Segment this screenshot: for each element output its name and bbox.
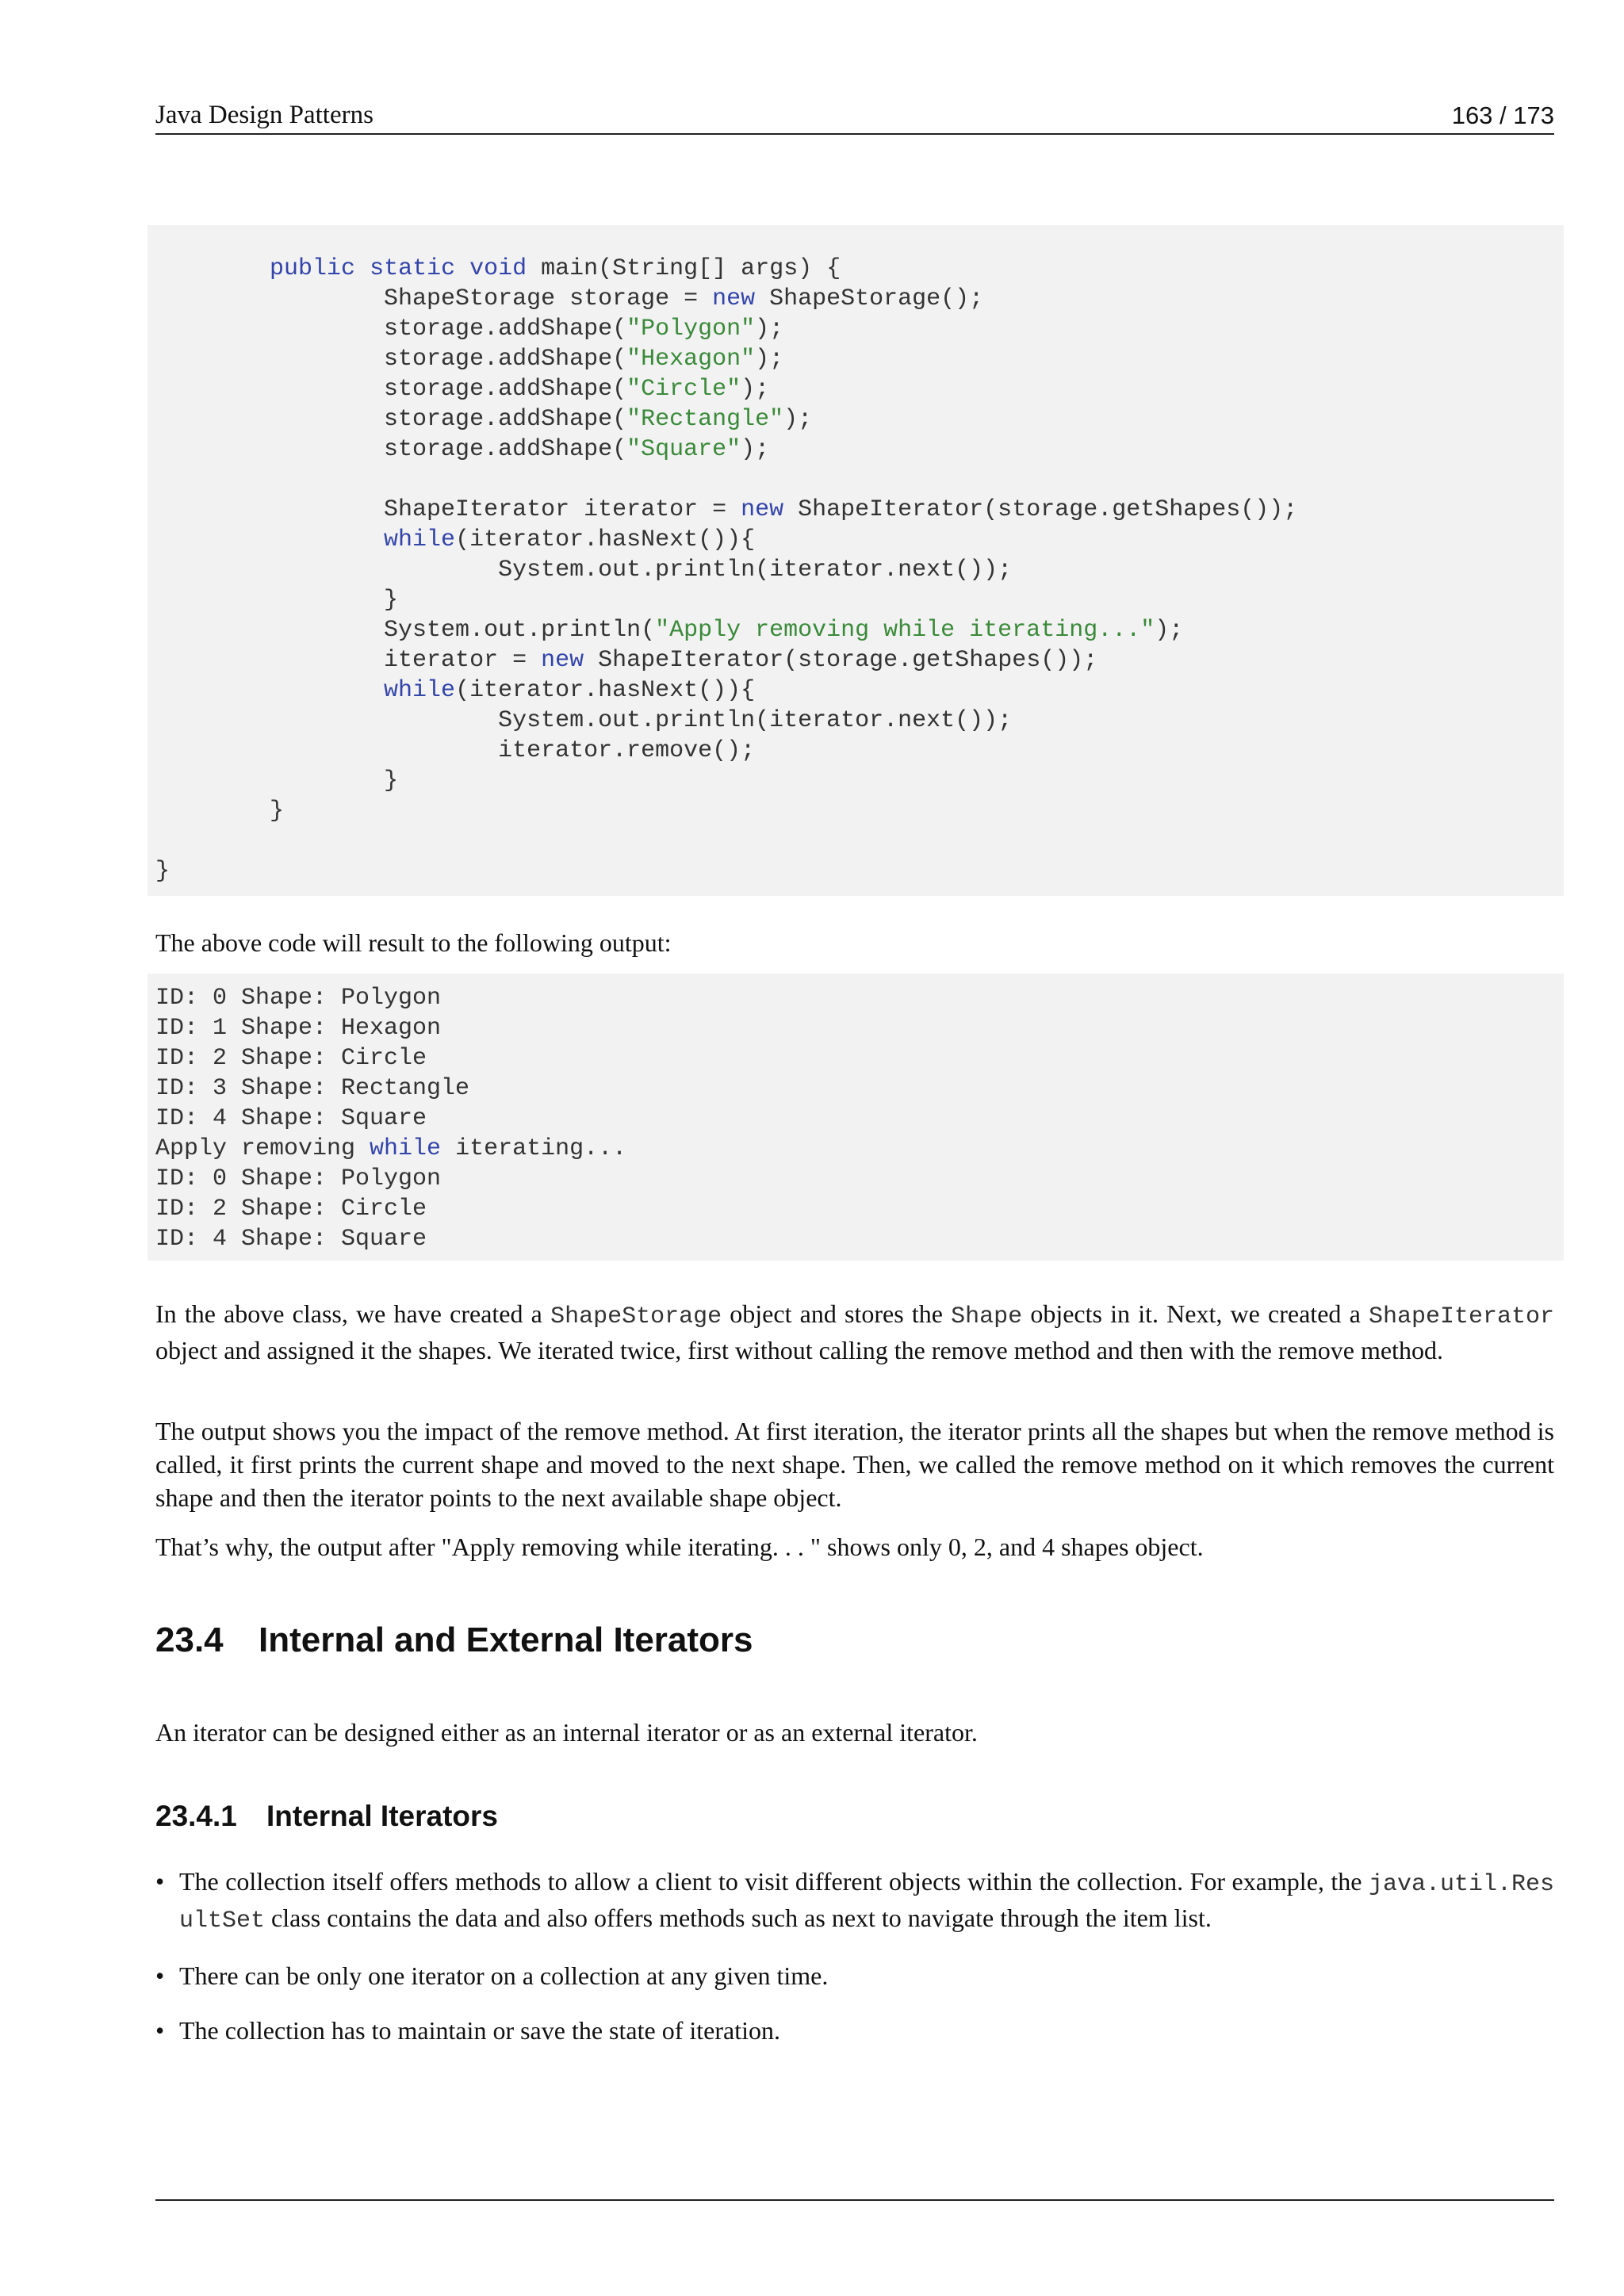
code-token: ID: 0 Shape: Polygon: [155, 985, 442, 1012]
page-header: [155, 98, 1554, 135]
code-token: ID: 0 Shape: Polygon: [155, 1165, 442, 1192]
code-keyword: new: [712, 285, 756, 312]
code-string: "Hexagon": [626, 346, 756, 373]
code-line: [155, 1105, 427, 1132]
code-main-text: [155, 254, 1564, 886]
code-token: Apply removing: [155, 1135, 370, 1162]
code-string: "Apply removing while iterating...": [655, 617, 1155, 644]
code-token: );: [783, 406, 813, 433]
code-token: System.out.println(iterator.next());: [155, 707, 1013, 734]
para1-text-c: objects in it. Next, we created a: [1022, 1299, 1369, 1328]
para1-text-d: object and assigned it the shapes. We iterated twice, first without calling the remove method and then with the remove method.: [155, 1336, 1443, 1364]
code-line: [155, 1196, 427, 1223]
code-token: );: [1155, 617, 1184, 644]
code-line: [155, 707, 1012, 734]
code-line: [155, 316, 783, 342]
code-listing-output: [147, 974, 1564, 1261]
code-line: [155, 647, 1097, 674]
code-token: );: [741, 436, 770, 463]
code-token: main(String[] args) {: [527, 255, 841, 282]
list-item: [155, 2014, 1554, 2047]
code-token: ShapeStorage();: [755, 285, 984, 312]
code-token: }: [155, 858, 170, 885]
code-line: [155, 1135, 626, 1162]
code-line: [155, 557, 1012, 584]
bullet1-text-b: class contains the data and also offers methods such as next to navigate through the item list.: [265, 1904, 1212, 1932]
section-intro: An iterator can be designed either as an internal iterator or as an external iterator.: [155, 1718, 978, 1747]
code-line: [155, 677, 755, 704]
code-keyword: new: [741, 496, 784, 523]
code-line: [155, 798, 284, 825]
code-token: [355, 255, 370, 282]
code-keyword: new: [541, 647, 584, 674]
footer-rule: [155, 2199, 1554, 2201]
subsection-heading: [155, 1800, 498, 1833]
code-token: ID: 1 Shape: Hexagon: [155, 1015, 442, 1042]
code-token: );: [741, 376, 770, 403]
code-line: [155, 1165, 441, 1192]
code-token: }: [155, 767, 399, 794]
bullet-list: [155, 1865, 1554, 2068]
code-token: iterating...: [441, 1135, 627, 1162]
code-token: }: [155, 798, 285, 825]
code-line: [155, 587, 398, 614]
code-line: [155, 1075, 469, 1102]
code-token: storage.addShape(: [155, 436, 627, 463]
bullet3-text: The collection has to maintain or save the state of iteration.: [179, 2016, 780, 2045]
code-line: [155, 346, 783, 373]
code-token: [455, 255, 469, 282]
subsection-number: 23.4.1: [155, 1800, 237, 1832]
code-token: ID: 3 Shape: Rectangle: [155, 1075, 470, 1102]
code-line: [155, 985, 441, 1012]
code-keyword: static: [370, 255, 456, 282]
code-line: [155, 526, 755, 553]
list-item: [155, 1865, 1554, 1938]
inline-code-resultset: java.util.ResultSet: [179, 1871, 1554, 1934]
bullet-marker: •: [155, 1961, 165, 1990]
bullet1-text-a: The collection itself offers methods to allow a client to visit different objects within the collection. For example, the: [179, 1867, 1369, 1896]
code-token: ShapeIterator(storage.getShapes());: [783, 496, 1298, 523]
code-token: ID: 4 Shape: Square: [155, 1226, 427, 1253]
code-token: }: [155, 587, 399, 614]
code-token: );: [755, 346, 784, 373]
paragraph-summary: That’s why, the output after "Apply removing while iterating. . . " shows only 0, 2, and 4 shapes object.: [155, 1533, 1204, 1561]
code-token: ID: 2 Shape: Circle: [155, 1045, 427, 1072]
code-line: [155, 496, 1297, 523]
code-output-text: [155, 983, 1564, 1254]
inline-code-shapeiterator: ShapeIterator: [1368, 1303, 1555, 1330]
list-item: [155, 1959, 1554, 1992]
code-token: (iterator.hasNext()){: [455, 677, 756, 704]
code-token: [155, 677, 384, 704]
code-token: );: [755, 316, 784, 342]
code-token: ShapeIterator iterator =: [155, 496, 741, 523]
code-line: [155, 1045, 427, 1072]
bullet2-text: There can be only one iterator on a collection at any given time.: [179, 1961, 829, 1990]
code-line: [155, 285, 983, 312]
code-token: storage.addShape(: [155, 406, 627, 433]
code-keyword: while: [370, 1135, 442, 1162]
code-string: "Rectangle": [626, 406, 784, 433]
code-line: [155, 767, 398, 794]
code-line: [155, 617, 1183, 644]
section-heading: [155, 1621, 753, 1660]
code-token: [155, 255, 270, 282]
section-number: 23.4: [155, 1621, 224, 1659]
code-line: [155, 1015, 441, 1042]
code-token: ShapeStorage storage =: [155, 285, 713, 312]
code-line: [155, 406, 812, 433]
subsection-title: Internal Iterators: [266, 1800, 498, 1832]
code-keyword: public: [270, 255, 356, 282]
code-line: [155, 436, 769, 463]
code-token: ShapeIterator(storage.getShapes());: [584, 647, 1098, 674]
code-string: "Polygon": [626, 316, 756, 342]
page-number: 163 / 173: [1451, 101, 1554, 129]
code-line: [155, 1226, 427, 1253]
code-line: [155, 737, 755, 764]
code-token: System.out.println(iterator.next());: [155, 557, 1013, 584]
output-intro: The above code will result to the following output:: [155, 928, 672, 957]
code-keyword: while: [384, 677, 456, 704]
code-token: ID: 2 Shape: Circle: [155, 1196, 427, 1223]
code-listing-main: [147, 225, 1564, 896]
bullet-marker: •: [155, 2016, 165, 2045]
code-token: storage.addShape(: [155, 316, 627, 342]
code-token: (iterator.hasNext()){: [455, 526, 756, 553]
code-token: iterator =: [155, 647, 542, 674]
paragraph-classes: [155, 1297, 1554, 1367]
running-title: Java Design Patterns: [155, 101, 373, 129]
para1-text-a: In the above class, we have created a: [155, 1299, 551, 1328]
inline-code-shapestorage: ShapeStorage: [550, 1303, 722, 1330]
code-line: [155, 376, 769, 403]
paragraph-output-impact: The output shows you the impact of the remove method. At first iteration, the iterator prints all the shapes but when the remove method is called, it first prints the current shape and moved to the next shape. Then, we called the remove method on it which removes the current shape and then the iterator points to the next available shape object.: [155, 1417, 1554, 1512]
para1-text-b: object and stores the: [722, 1299, 952, 1328]
code-token: ID: 4 Shape: Square: [155, 1105, 427, 1132]
code-line: [155, 858, 170, 885]
code-keyword: while: [384, 526, 456, 553]
inline-code-shape: Shape: [951, 1303, 1023, 1330]
code-token: storage.addShape(: [155, 376, 627, 403]
code-string: "Square": [626, 436, 741, 463]
code-token: iterator.remove();: [155, 737, 756, 764]
code-token: [155, 526, 384, 553]
code-token: System.out.println(: [155, 617, 656, 644]
bullet-marker: •: [155, 1867, 165, 1896]
section-title: Internal and External Iterators: [259, 1621, 753, 1659]
code-string: "Circle": [626, 376, 741, 403]
code-keyword: void: [469, 255, 527, 282]
code-token: storage.addShape(: [155, 346, 627, 373]
code-line: [155, 255, 841, 282]
